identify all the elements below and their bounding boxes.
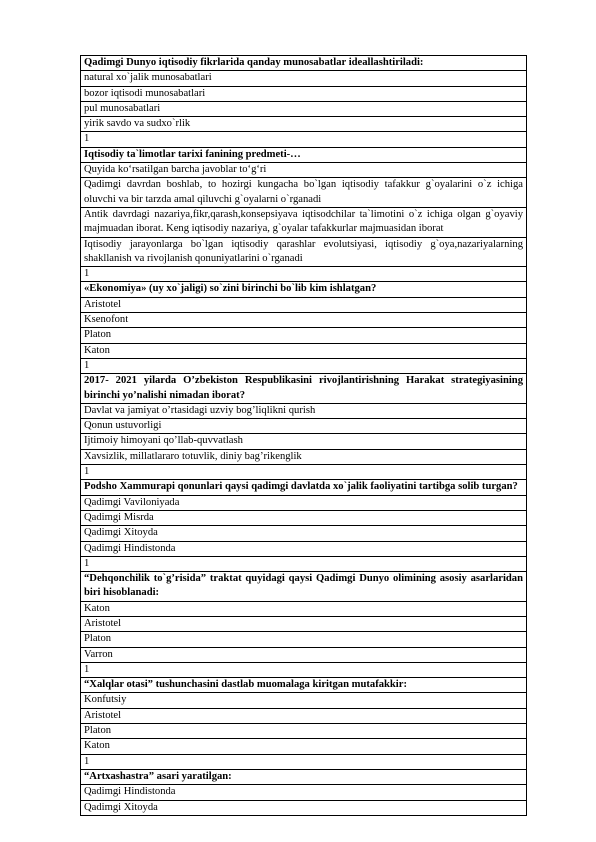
correct-answer-number: 1 [81, 662, 527, 677]
answer-option-row [81, 785, 527, 800]
answer-option: Qadimgi Xitoyda [81, 526, 527, 541]
answer-option-row [81, 693, 527, 708]
answer-option-row [81, 237, 527, 267]
answer-option-row [81, 526, 527, 541]
answer-option-row [81, 207, 527, 237]
correct-answer-number: 1 [81, 267, 527, 282]
answer-option-row [81, 616, 527, 631]
answer-option: Varron [81, 647, 527, 662]
correct-answer-number-row [81, 267, 527, 282]
answer-option: Antik davrdagi nazariya,fikr,qarash,konsepsiyava iqtisodchilar ta`limotini o`z ichiga olgan g`oyaviy majmuadan iborat. Keng iqtisodiy nazariya, g`oyalar tafakkurlar majmuasidan iborat [81, 207, 527, 237]
answer-option-row [81, 708, 527, 723]
answer-option: Qadimgi Hindistonda [81, 541, 527, 556]
correct-answer-number-row [81, 358, 527, 373]
correct-answer-number: 1 [81, 132, 527, 147]
answer-option: Platon [81, 328, 527, 343]
answer-option-row [81, 86, 527, 101]
answer-option-row [81, 541, 527, 556]
answer-option-row [81, 163, 527, 178]
answer-option: Quyida ko‘rsatilgan barcha javoblar to‘g‘ri [81, 163, 527, 178]
question-text: Qadimgi Dunyo iqtisodiy fikrlarida qanday munosabatlar ideallashtiriladi: [81, 56, 527, 71]
answer-option-row [81, 647, 527, 662]
answer-option: Aristotel [81, 708, 527, 723]
answer-option-row [81, 297, 527, 312]
correct-answer-number-row [81, 662, 527, 677]
answer-option: Qadimgi Hindistonda [81, 785, 527, 800]
answer-option-row [81, 434, 527, 449]
answer-option: bozor iqtisodi munosabatlari [81, 86, 527, 101]
answer-option-row [81, 632, 527, 647]
answer-option: Platon [81, 724, 527, 739]
answer-option-row [81, 800, 527, 815]
question-text: “Dehqonchilik to`g’risida” traktat quyidagi qaysi Qadimgi Dunyo olimining asosiy asarlaridan biri hisoblanadi: [81, 572, 527, 602]
answer-option: Xavsizlik, millatlararo totuvlik, diniy bag’rikenglik [81, 449, 527, 464]
answer-option: Qadimgi Misrda [81, 510, 527, 525]
answer-option: Ijtimoiy himoyani qo’llab-quvvatlash [81, 434, 527, 449]
answer-option: Qadimgi Xitoyda [81, 800, 527, 815]
question-text-row [81, 480, 527, 495]
answer-option-row [81, 343, 527, 358]
question-text-row [81, 572, 527, 602]
quiz-body [81, 56, 527, 816]
answer-option-row [81, 495, 527, 510]
answer-option: yirik savdo va sudxo`rlik [81, 117, 527, 132]
question-text-row [81, 56, 527, 71]
answer-option: Katon [81, 601, 527, 616]
answer-option-row [81, 601, 527, 616]
question-text: “Xalqlar otasi” tushunchasini dastlab muomalaga kiritgan mutafakkir: [81, 678, 527, 693]
question-text-row [81, 282, 527, 297]
question-text-row [81, 678, 527, 693]
answer-option-row [81, 101, 527, 116]
correct-answer-number: 1 [81, 358, 527, 373]
question-text: “Artxashastra” asari yaratilgan: [81, 769, 527, 784]
answer-option: Katon [81, 343, 527, 358]
answer-option: Ksenofont [81, 313, 527, 328]
answer-option-row [81, 403, 527, 418]
answer-option-row [81, 178, 527, 208]
quiz-table [80, 55, 527, 816]
answer-option-row [81, 739, 527, 754]
answer-option: Iqtisodiy jarayonlarga bo`lgan iqtisodiy qarashlar evolutsiyasi, iqtisodiy g`oya,nazariyalarning shakllanish va rivojlanish qonuniyatlarini o`rganadi [81, 237, 527, 267]
question-text-row [81, 769, 527, 784]
answer-option: Katon [81, 739, 527, 754]
correct-answer-number-row [81, 465, 527, 480]
answer-option-row [81, 117, 527, 132]
correct-answer-number-row [81, 754, 527, 769]
correct-answer-number: 1 [81, 465, 527, 480]
answer-option-row [81, 328, 527, 343]
answer-option: natural xo`jalik munosabatlari [81, 71, 527, 86]
answer-option: Platon [81, 632, 527, 647]
answer-option: Aristotel [81, 616, 527, 631]
question-text-row [81, 147, 527, 162]
answer-option: Davlat va jamiyat o’rtasidagi uzviy bog’liqlikni qurish [81, 403, 527, 418]
question-text: «Ekonomiya» (uy xo`jaligi) so`zini birinchi bo`lib kim ishlatgan? [81, 282, 527, 297]
question-text: Podsho Xammurapi qonunlari qaysi qadimgi davlatda xo`jalik faoliyatini tartibga solib turgan? [81, 480, 527, 495]
answer-option-row [81, 71, 527, 86]
answer-option: Qonun ustuvorligi [81, 419, 527, 434]
answer-option-row [81, 510, 527, 525]
answer-option: Konfutsiy [81, 693, 527, 708]
question-text-row [81, 374, 527, 404]
answer-option-row [81, 313, 527, 328]
answer-option: Aristotel [81, 297, 527, 312]
answer-option-row [81, 419, 527, 434]
question-text: Iqtisodiy ta`limotlar tarixi fanining predmeti-… [81, 147, 527, 162]
answer-option: Qadimgi davrdan boshlab, to hozirgi kungacha bo`lgan iqtisodiy tafakkur g`oyalarini o`z ichiga oluvchi va bir tarzda amal qiluvchi g`oyalarni o`rganadi [81, 178, 527, 208]
answer-option: Qadimgi Vaviloniyada [81, 495, 527, 510]
correct-answer-number-row [81, 132, 527, 147]
question-text: 2017- 2021 yilarda O’zbekiston Respublikasini rivojlantirishning Harakat strategiyasining birinchi yo’nalishi nimadan iborat? [81, 374, 527, 404]
correct-answer-number: 1 [81, 754, 527, 769]
answer-option: pul munosabatlari [81, 101, 527, 116]
answer-option-row [81, 724, 527, 739]
correct-answer-number-row [81, 556, 527, 571]
correct-answer-number: 1 [81, 556, 527, 571]
answer-option-row [81, 449, 527, 464]
